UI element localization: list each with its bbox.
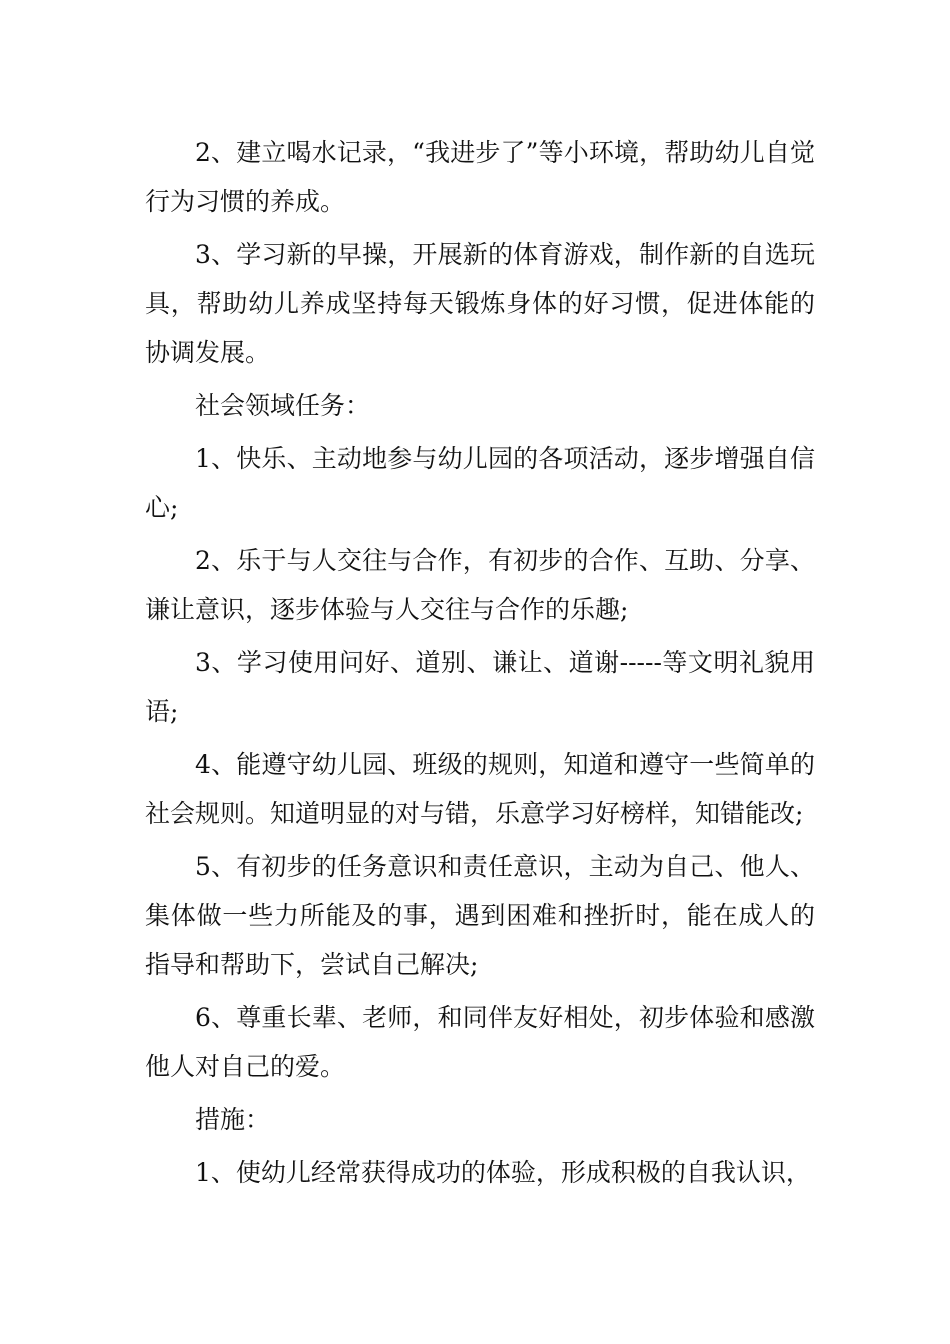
paragraph-3: 1、快乐、主动地参与幼儿园的各项活动，逐步增强自信心; — [145, 444, 815, 522]
section-heading-social: 社会领域任务： — [195, 391, 371, 420]
paragraph-2: 3、学习新的早操，开展新的体育游戏，制作新的自选玩具，帮助幼儿养成坚持每天锻炼身体的好习惯，促进体能的协调发展。 — [145, 240, 815, 367]
paragraph-8: 6、尊重长辈、老师，和同伴友好相处，初步体验和感激他人对自己的爱。 — [145, 1003, 815, 1081]
section-heading-measures: 措施： — [195, 1105, 271, 1134]
paragraph-4: 2、乐于与人交往与合作，有初步的合作、互助、分享、谦让意识，逐步体验与人交往与合作的乐趣; — [145, 546, 815, 624]
paragraph-6: 4、能遵守幼儿园、班级的规则，知道和遵守一些简单的社会规则。知道明显的对与错，乐意学习好榜样，知错能改; — [145, 750, 815, 828]
paragraph-9: 1、使幼儿经常获得成功的体验，形成积极的自我认识， — [195, 1158, 811, 1187]
paragraph-7: 5、有初步的任务意识和责任意识，主动为自己、他人、集体做一些力所能及的事，遇到困难和挫折时，能在成人的指导和帮助下，尝试自己解决; — [145, 852, 815, 979]
paragraph-5: 3、学习使用问好、道别、谦让、道谢-----等文明礼貌用语; — [145, 648, 815, 726]
paragraph-1: 2、建立喝水记录，“我进步了”等小环境，帮助幼儿自觉行为习惯的养成。 — [145, 138, 815, 216]
document-body — [145, 128, 815, 1201]
